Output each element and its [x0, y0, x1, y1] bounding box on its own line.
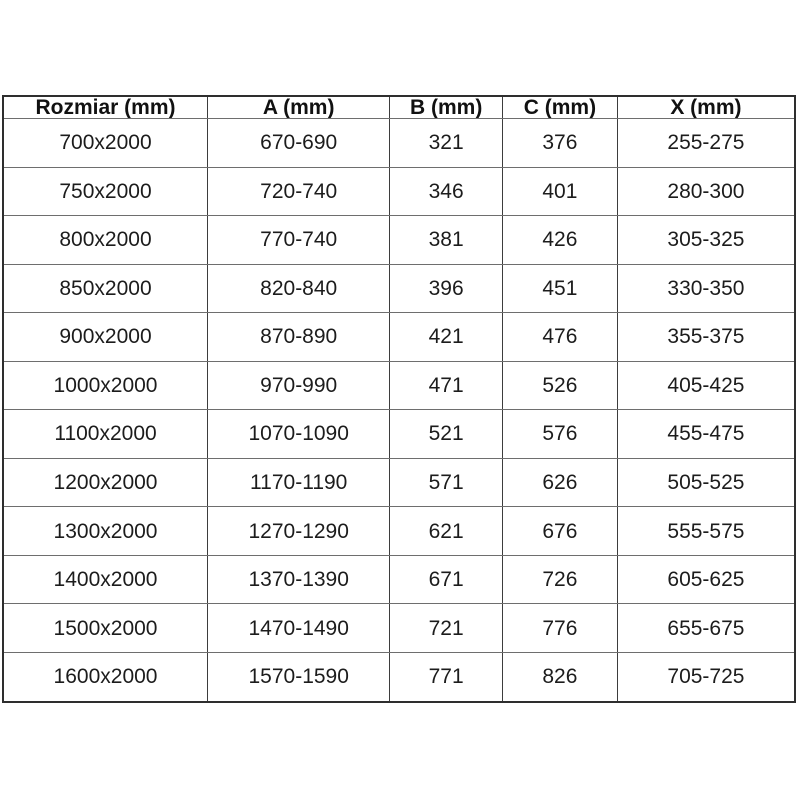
- table-row: [3, 652, 795, 702]
- table-cell: 355-375: [617, 313, 795, 362]
- table-row: [3, 313, 795, 362]
- table-cell: 1570-1590: [208, 652, 390, 702]
- table-cell: 770-740: [208, 216, 390, 265]
- table-cell: 1070-1090: [208, 410, 390, 459]
- table-row: [3, 361, 795, 410]
- table-row: [3, 119, 795, 168]
- table-cell: 726: [502, 555, 617, 604]
- table-cell: 280-300: [617, 167, 795, 216]
- table-cell: 1000x2000: [3, 361, 208, 410]
- table-row: [3, 167, 795, 216]
- table-cell: 526: [502, 361, 617, 410]
- table-cell: 576: [502, 410, 617, 459]
- table-cell: 776: [502, 604, 617, 653]
- table-header: [3, 96, 795, 119]
- table-cell: 521: [390, 410, 503, 459]
- table-cell: 621: [390, 507, 503, 556]
- table-row: [3, 507, 795, 556]
- table-cell: 455-475: [617, 410, 795, 459]
- table-cell: 396: [390, 264, 503, 313]
- table-row: [3, 604, 795, 653]
- table-cell: 451: [502, 264, 617, 313]
- table-cell: 700x2000: [3, 119, 208, 168]
- table-cell: 626: [502, 458, 617, 507]
- table-cell: 405-425: [617, 361, 795, 410]
- table-cell: 1300x2000: [3, 507, 208, 556]
- table-cell: 426: [502, 216, 617, 265]
- table-cell: 1200x2000: [3, 458, 208, 507]
- table-cell: 671: [390, 555, 503, 604]
- table-cell: 555-575: [617, 507, 795, 556]
- table-cell: 771: [390, 652, 503, 702]
- table-cell: 471: [390, 361, 503, 410]
- table-cell: 605-625: [617, 555, 795, 604]
- table-cell: 321: [390, 119, 503, 168]
- table-cell: 255-275: [617, 119, 795, 168]
- table-cell: 1470-1490: [208, 604, 390, 653]
- table-cell: 1500x2000: [3, 604, 208, 653]
- table-cell: 820-840: [208, 264, 390, 313]
- table-cell: 381: [390, 216, 503, 265]
- table-cell: 1370-1390: [208, 555, 390, 604]
- header-cell: Rozmiar (mm): [3, 96, 208, 119]
- table-cell: 655-675: [617, 604, 795, 653]
- table-row: [3, 264, 795, 313]
- size-spec-table: [2, 95, 796, 703]
- table-cell: 676: [502, 507, 617, 556]
- table-cell: 305-325: [617, 216, 795, 265]
- table-cell: 750x2000: [3, 167, 208, 216]
- table-cell: 1600x2000: [3, 652, 208, 702]
- table-cell: 970-990: [208, 361, 390, 410]
- table-cell: 670-690: [208, 119, 390, 168]
- table-cell: 1400x2000: [3, 555, 208, 604]
- table-cell: 1270-1290: [208, 507, 390, 556]
- table-cell: 826: [502, 652, 617, 702]
- table-cell: 401: [502, 167, 617, 216]
- header-cell: X (mm): [617, 96, 795, 119]
- table-cell: 870-890: [208, 313, 390, 362]
- table-cell: 705-725: [617, 652, 795, 702]
- table-row: [3, 216, 795, 265]
- table-cell: 721: [390, 604, 503, 653]
- table-cell: 421: [390, 313, 503, 362]
- table-cell: 571: [390, 458, 503, 507]
- header-row: [3, 96, 795, 119]
- table-cell: 720-740: [208, 167, 390, 216]
- table-cell: 900x2000: [3, 313, 208, 362]
- table-body: [3, 119, 795, 703]
- table-row: [3, 410, 795, 459]
- header-cell: A (mm): [208, 96, 390, 119]
- table-cell: 505-525: [617, 458, 795, 507]
- table-cell: 1100x2000: [3, 410, 208, 459]
- table-cell: 346: [390, 167, 503, 216]
- table-cell: 376: [502, 119, 617, 168]
- table-row: [3, 458, 795, 507]
- table-row: [3, 555, 795, 604]
- table-cell: 800x2000: [3, 216, 208, 265]
- header-cell: B (mm): [390, 96, 503, 119]
- table-cell: 330-350: [617, 264, 795, 313]
- header-cell: C (mm): [502, 96, 617, 119]
- table-cell: 850x2000: [3, 264, 208, 313]
- table-cell: 1170-1190: [208, 458, 390, 507]
- table-cell: 476: [502, 313, 617, 362]
